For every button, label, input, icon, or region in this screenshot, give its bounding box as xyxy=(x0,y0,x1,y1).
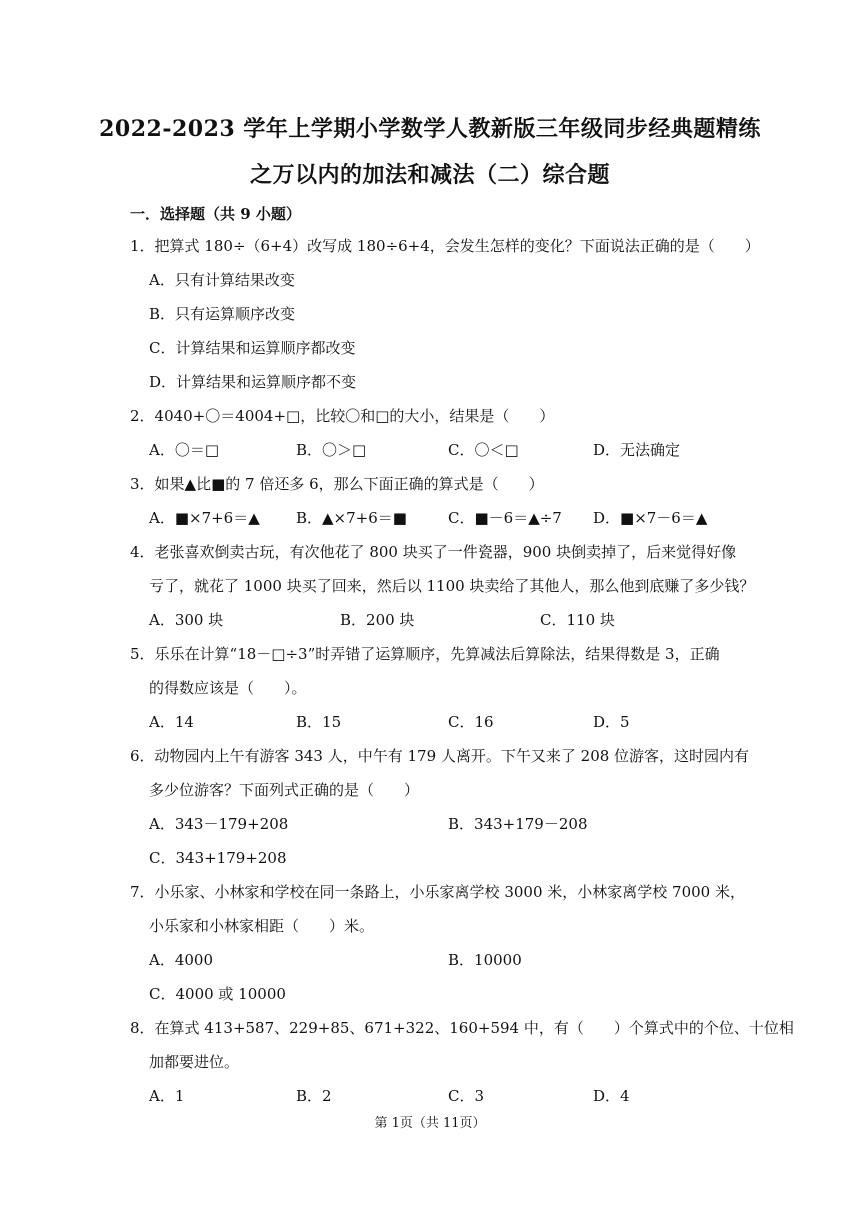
question-2-option-c: C．〇＜□ xyxy=(448,441,519,459)
question-7-option-b: B．10000 xyxy=(448,951,522,969)
page-footer: 第 1页（共 11页） xyxy=(374,1116,486,1131)
question-4-text-line-2: 亏了，就花了 1000 块买了回来，然后以 1100 块卖给了其他人，那么他到底赚了多少钱？ xyxy=(149,577,755,595)
question-7-text-line-1: 7．小乐家、小林家和学校在同一条路上，小乐家离学校 3000 米，小林家离学校 7000 米， xyxy=(130,883,745,901)
question-5-option-c: C．16 xyxy=(448,713,494,731)
question-2-option-a: A．〇＝□ xyxy=(149,441,220,459)
question-6-option-b: B．343+179－208 xyxy=(448,815,588,833)
question-2-option-d: D．无法确定 xyxy=(593,441,681,459)
question-1-option-d: D．计算结果和运算顺序都不变 xyxy=(149,373,357,391)
question-4-option-a: A．300 块 xyxy=(149,611,224,629)
question-1-option-c: C．计算结果和运算顺序都改变 xyxy=(149,339,356,357)
question-1-option-b: B．只有运算顺序改变 xyxy=(149,305,296,323)
question-8-option-a: A．1 xyxy=(149,1087,185,1105)
question-8-text-line-2: 加都要进位。 xyxy=(149,1053,240,1071)
section-heading: 一．选择题（共 9 小题） xyxy=(130,205,301,223)
question-6-text-line-2: 多少位游客？下面列式正确的是（ ） xyxy=(149,781,420,799)
question-1-option-a: A．只有计算结果改变 xyxy=(149,271,295,289)
question-8-option-b: B．2 xyxy=(296,1087,332,1105)
question-5-option-a: A．14 xyxy=(149,713,194,731)
question-3-option-b: B．▲×7+6＝■ xyxy=(296,509,407,527)
question-6-text-line-1: 6．动物园内上午有游客 343 人，中午有 179 人离开。下午又来了 208 位游客，这时园内有 xyxy=(130,747,750,765)
question-7-option-a: A．4000 xyxy=(149,951,214,969)
question-3-option-c: C．■－6＝▲÷7 xyxy=(448,509,562,527)
question-5-option-b: B．15 xyxy=(296,713,342,731)
question-8-option-c: C．3 xyxy=(448,1087,485,1105)
question-4-text-line-1: 4．老张喜欢倒卖古玩，有次他花了 800 块买了一件瓷器，900 块倒卖掉了，后来觉得好像 xyxy=(130,543,737,561)
question-3-option-d: D．■×7－6＝▲ xyxy=(593,509,708,527)
question-2-text: 2．4040+〇＝4004+□，比较〇和□的大小，结果是（ ） xyxy=(130,407,555,425)
question-6-option-a: A．343－179+208 xyxy=(149,815,289,833)
question-3-text: 3．如果▲比■的 7 倍还多 6，那么下面正确的算式是（ ） xyxy=(130,475,544,493)
question-8-text-line-1: 8．在算式 413+587、229+85、671+322、160+594 中，有（ ）个算式中的个位、十位相 xyxy=(130,1019,794,1037)
question-7-text-line-2: 小乐家和小林家相距（ ）米。 xyxy=(149,917,375,935)
question-5-text-line-2: 的得数应该是（ ）。 xyxy=(149,679,307,697)
question-2-option-b: B．〇＞□ xyxy=(296,441,367,459)
document-title-line-1: 2022-2023 学年上学期小学数学人教新版三年级同步经典题精练 xyxy=(99,116,761,142)
question-4-option-b: B．200 块 xyxy=(340,611,415,629)
question-5-option-d: D．5 xyxy=(593,713,630,731)
question-8-option-d: D．4 xyxy=(593,1087,630,1105)
question-1-text: 1．把算式 180÷（6+4）改写成 180÷6+4，会发生怎样的变化？下面说法正确的是（ ） xyxy=(130,237,760,255)
question-3-option-a: A．■×7+6＝▲ xyxy=(149,509,260,527)
question-4-option-c: C．110 块 xyxy=(540,611,615,629)
question-7-option-c: C．4000 或 10000 xyxy=(149,985,286,1003)
question-5-text-line-1: 5．乐乐在计算“18－□÷3”时弄错了运算顺序，先算减法后算除法，结果得数是 3，正确 xyxy=(130,645,720,663)
question-6-option-c: C．343+179+208 xyxy=(149,849,287,867)
document-title-line-2: 之万以内的加法和减法（二）综合题 xyxy=(249,162,610,188)
